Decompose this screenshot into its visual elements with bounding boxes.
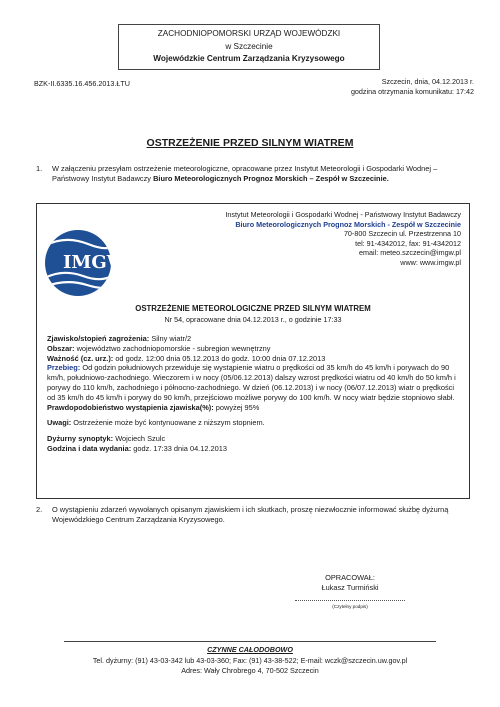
paragraph-2-number: 2.: [36, 505, 43, 514]
duty-value: Wojciech Szulc: [115, 434, 166, 444]
hazard-value: Silny wiatr/2: [151, 334, 192, 343]
institute-phone: tel: 91-4342012, fax: 91-4342012: [355, 238, 461, 248]
validity-value: od godz. 12:00 dnia 05.12.2013 do godz. 10:00 dnia 07.12.2013: [115, 353, 326, 363]
institute-name: Instytut Meteorologii i Gospodarki Wodnej - Państwowy Instytut Badawczy: [225, 210, 461, 219]
course-value: Od godzin południowych przewiduje się wystąpienie wiatru o prędkości od 35 km/h do 45 km/h i porywach do 90 km/h, południowo-zachodniego. Wieczorem i w nocy (05/06.12.2013) dalszy wzrost prędkości wiatru od 40 km/h do 50 km/h i porywy do 110 km/h, zachodniego i północno-zachodniego. W dzień (06.12.2013) i w nocy (06/07.12.2013) wiatr o prędkości od 35 km/h do 45 km/h i porywy do 90 km/h, przejściowo możliwe porywy do 100 km/h. W nocy wiatr będzie stopniowo słabł.: [47, 363, 456, 402]
issue-value: godz. 17:33 dnia 04.12.2013: [133, 443, 227, 453]
signer-name: Łukasz Turmiński: [321, 582, 379, 592]
warning-title: OSTRZEŻENIE METEOROLOGICZNE PRZED SILNYM WIATREM: [135, 304, 371, 313]
warning-box: [36, 203, 470, 499]
footer-hours: CZYNNE CAŁODOBOWO: [207, 645, 293, 654]
probability-value: powyżej 95%: [215, 402, 260, 412]
receipt-time: godzina otrzymania komunikatu: 17:42: [350, 87, 474, 96]
remarks-row: [47, 418, 461, 428]
footer-contacts: Tel. dyżurny: (91) 43-03-342 lub 43-03-360; Fax: (91) 43-38-522; E-mail: wczk@szczecin.uw.gov.pl: [92, 655, 408, 665]
signature-line: [295, 600, 405, 601]
imgw-logo-text: IMGW: [63, 252, 127, 273]
footer-address: Adres: Wały Chrobrego 4, 70-502 Szczecin: [181, 666, 319, 675]
office-name: ZACHODNIOPOMORSKI URZĄD WOJEWÓDZKI: [157, 29, 341, 38]
imgw-logo: [43, 228, 127, 298]
office-header-box: [118, 24, 380, 70]
probability-label: Prawdopodobieństwo wystąpienia zjawiska(%):: [47, 402, 214, 412]
date-block: [351, 77, 474, 97]
warning-details: [47, 334, 461, 454]
issue-row: [47, 444, 461, 454]
issue-label: Godzina i data wydania:: [47, 443, 132, 453]
area-row: [47, 344, 461, 354]
area-label: Obszar:: [47, 343, 75, 353]
validity-label: Ważność (cz. urz.):: [47, 353, 114, 363]
signature-caption: (Czytelny podpis): [332, 604, 368, 609]
paragraph-2-text: O wystąpieniu zdarzeń wywołanych opisanym zjawiskiem i ich skutkach, proszę niezwłocznie informować służbę dyżurną Wojewódzkiego Centrum Zarządzania Kryzysowego.: [52, 505, 449, 524]
signature-block: [290, 573, 410, 612]
validity-row: [47, 354, 461, 364]
bureau-name: Biuro Meteorologicznych Prognoz Morskich - Zespół w Szczecinie: [235, 219, 461, 229]
paragraph-1-body: [52, 164, 468, 184]
duty-label: Dyżurny synoptyk:: [47, 434, 114, 444]
paragraph-1-bold-text: Biuro Meteorologicznych Prognoz Morskich – Zespół w Szczecinie.: [153, 173, 389, 183]
paragraph-1: [36, 164, 468, 184]
reference-number: BZK-II.6335.16.456.2013.ŁTU: [34, 79, 130, 88]
paragraph-2: [36, 505, 468, 525]
document-date: Szczecin, dnia, 04.12.2013 r.: [381, 77, 474, 86]
paragraph-1-text: W załączeniu przesyłam ostrzeżenie meteorologiczne, opracowane przez Instytut Meteorologii i Gospodarki Wodnej – Państwowy Instytut Badawczy: [52, 164, 438, 183]
course-label: Przebieg:: [47, 363, 81, 373]
course-row: [47, 363, 461, 402]
hazard-label: Zjawisko/stopień zagrożenia:: [47, 334, 150, 343]
probability-row: [47, 403, 461, 413]
institute-email: email: meteo.szczecin@imgw.pl: [359, 248, 461, 258]
area-value: województwo zachodniopomorskie - subregion wewnętrzny: [76, 343, 271, 353]
warning-subtitle: Nr 54, opracowane dnia 04.12.2013 r., o godzinie 17:33: [164, 315, 342, 324]
footer: [64, 641, 436, 677]
duty-row: [47, 434, 461, 444]
office-city: w Szczecinie: [225, 41, 273, 51]
imgw-contact-block: [141, 210, 461, 268]
institute-www: www: www.imgw.pl: [400, 257, 461, 267]
institute-address: 70-800 Szczecin ul. Przestrzenna 10: [343, 229, 461, 239]
page-title: OSTRZEŻENIE PRZED SILNYM WIATREM: [146, 137, 354, 149]
paragraph-1-number: 1.: [36, 164, 43, 173]
hazard-row: [47, 334, 461, 344]
office-department: Wojewódzkie Centrum Zarządzania Kryzysowego: [153, 54, 345, 63]
remarks-value: Ostrzeżenie może być kontynuowane z niższym stopniem.: [73, 418, 265, 428]
prepared-label: OPRACOWAŁ:: [325, 573, 375, 582]
remarks-label: Uwagi:: [47, 418, 72, 428]
